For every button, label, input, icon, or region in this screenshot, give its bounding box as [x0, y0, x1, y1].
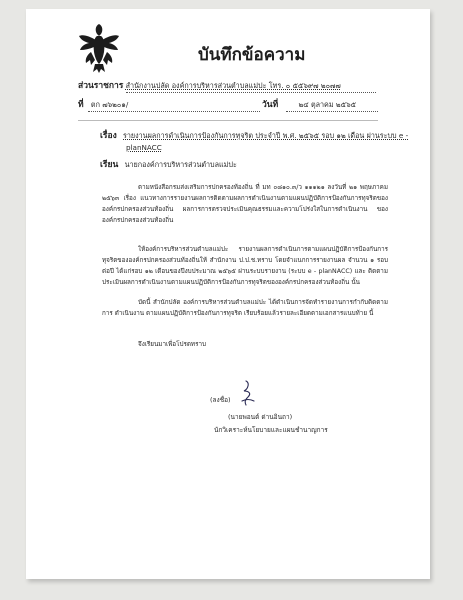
- reference-dotted-line: [88, 111, 260, 112]
- date-line: [262, 100, 356, 110]
- signature-icon: [232, 379, 260, 409]
- subject-value-2: planNACC: [126, 143, 162, 152]
- subject-line: [100, 131, 408, 141]
- closing-line: จึงเรียนมาเพื่อโปรดทราบ: [138, 341, 206, 348]
- body-paragraph-2: ให้องค์การบริหารส่วนตำบลแม่ปะ รายงานผลการดำเนินการตามแผนปฏิบัติการป้องกันการ ทุจริตขององค์กรปกครองส่วนท้องถิ่นให้ สำนักงาน ป.ป.ช.ทราบ โดยจำแนกการรายงานผล จำนวน ๑ รอบ ต่อปี ได้แก่รอบ ๑๒ เดือนของปีงบประมาณ ๒๕๖๕ ผ่านระบบรายงาน (ระบบ e - planNACC) และ ติดตามประเมินผลการดำเนินงานตามแผนปฏิบัติการป้องกันการทุจริตขององค์กรปกครองส่วนท้องถิ่น นั้น: [102, 246, 388, 286]
- to-label: เรียน: [100, 160, 119, 170]
- date-dotted-line: [286, 111, 378, 112]
- to-value: นายกองค์การบริหารส่วนตำบลแม่ปะ: [124, 160, 237, 169]
- sign-label: (ลงชื่อ): [210, 396, 231, 404]
- agency-dotted-line: [126, 92, 376, 93]
- subject-continuation: [126, 143, 162, 153]
- body-paragraph-1: ตามหนังสือกรมส่งเสริมการปกครองท้องถิ่น ที่ มท ๐๘๑๐.๓/ว ๑๑๑๒๑ ลงวันที่ ๒๑ พฤษภาคม ๒๕๖๓ เรื่อง แนวทางการรายงานผลการติดตามผลการดำเนินงานตามแผนปฏิบัติการป้องกันการทุจริตของ องค์กรปกครองส่วนท้องถิ่น ผลการการตรวจประเมินคุณธรรมและความโปร่งใสในการดำเนินงาน ขององค์กรปกครองส่วนท้องถิ่น: [102, 184, 388, 224]
- body-paragraph-3: บัดนี้ สำนักปลัด องค์การบริหารส่วนตำบลแม่ปะ ได้ดำเนินการจัดทำรายงานการกำกับติดตามการ ดำเนินงาน ตามแผนปฏิบัติการป้องกันการทุจริต เรียบร้อยแล้วรายละเอียดตามเอกสารแนบท้าย นี้: [102, 299, 388, 317]
- memo-title: บันทึกข้อความ: [198, 45, 306, 65]
- signer-position: นักวิเคราะห์นโยบายและแผนชำนาญการ: [214, 426, 328, 434]
- subject-label: เรื่อง: [100, 131, 117, 141]
- agency-label: ส่วนราชการ: [78, 81, 124, 91]
- subject-value: รายงานผลการดำเนินการป้องกันการทุจริต ประจำปี พ.ศ. ๒๕๖๕ รอบ ๑๒ เดือน ผ่านระบบ e -: [123, 131, 409, 140]
- reference-value: ตก ๗๖๒๐๑/: [90, 100, 129, 109]
- header-divider: [78, 120, 378, 121]
- agency-line: [78, 81, 341, 91]
- reference-line: [78, 100, 128, 110]
- signer-name: (นายพอนต์ ด่านอินถา): [228, 413, 293, 421]
- document-page: [26, 9, 430, 579]
- to-line: [100, 160, 237, 170]
- date-value: ๒๔ ตุลาคม ๒๕๖๕: [298, 100, 357, 109]
- garuda-emblem-icon: [77, 22, 121, 74]
- reference-label: ที่: [78, 100, 84, 110]
- agency-value: สำนักงานปลัด องค์การบริหารส่วนตำบลแม่ปะ โทร. ๐ ๕๕๖๙๗ ๒๐๗๗: [125, 81, 341, 90]
- date-label: วันที่: [262, 100, 279, 110]
